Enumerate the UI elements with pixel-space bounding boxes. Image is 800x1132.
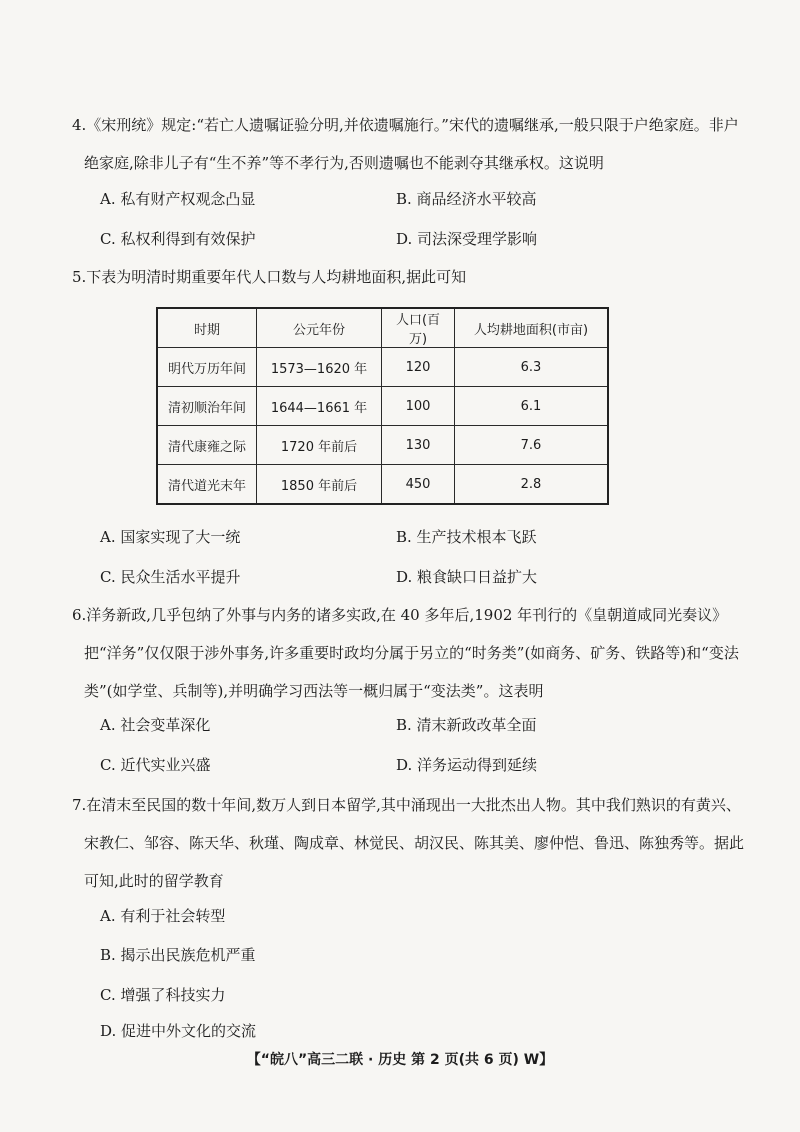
question-7 (72, 786, 744, 900)
table-row (157, 426, 608, 465)
population-table (156, 307, 609, 505)
table-header: 时期 (157, 308, 257, 348)
table-cell: 6.1 (455, 387, 609, 426)
table-cell: 450 (382, 465, 455, 505)
question-7-option-c[interactable]: C. 增强了科技实力 (100, 986, 226, 1004)
table-cell: 明代万历年间 (157, 348, 257, 387)
table-cell: 清初顺治年间 (157, 387, 257, 426)
question-6-option-d[interactable]: D. 洋务运动得到延续 (396, 756, 538, 774)
question-5-option-d[interactable]: D. 粮食缺口日益扩大 (396, 568, 538, 586)
table-row (157, 465, 608, 505)
question-4-option-d[interactable]: D. 司法深受理学影响 (396, 230, 538, 248)
table-cell: 120 (382, 348, 455, 387)
table-row (157, 387, 608, 426)
question-7-stem: 7.在清末至民国的数十年间,数万人到日本留学,其中涌现出一大批杰出人物。其中我们熟识的有黄兴、宋教仁、邹容、陈天华、秋瑾、陶成章、林觉民、胡汉民、陈其美、廖仲恺、鲁迅、陈独秀等。据此可知,此时的留学教育 (72, 796, 745, 890)
page-footer: 【“皖八”高三二联 · 历史 第 2 页(共 6 页) W】 (246, 1052, 554, 1068)
table-cell: 1573—1620 年 (257, 348, 382, 387)
table-cell: 1720 年前后 (257, 426, 382, 465)
question-4 (72, 106, 744, 182)
table-cell: 清代康雍之际 (157, 426, 257, 465)
table-cell: 7.6 (455, 426, 609, 465)
table-cell: 1850 年前后 (257, 465, 382, 505)
question-5 (72, 258, 744, 296)
question-6-option-c[interactable]: C. 近代实业兴盛 (100, 756, 211, 774)
table-cell: 130 (382, 426, 455, 465)
table-header: 人口(百万) (382, 308, 455, 348)
question-4-option-a[interactable]: A. 私有财产权观念凸显 (100, 190, 256, 208)
question-4-option-c[interactable]: C. 私权利得到有效保护 (100, 230, 256, 248)
table-header: 公元年份 (257, 308, 382, 348)
table-cell: 1644—1661 年 (257, 387, 382, 426)
question-6-option-b[interactable]: B. 清末新政改革全面 (396, 716, 537, 734)
question-6-option-a[interactable]: A. 社会变革深化 (100, 716, 211, 734)
question-5-option-c[interactable]: C. 民众生活水平提升 (100, 568, 241, 586)
question-6-stem: 6.洋务新政,几乎包纳了外事与内务的诸多实政,在 40 多年后,1902 年刊行的《皇朝道咸同光奏议》把“洋务”仅仅限于涉外事务,许多重要时政均分属于另立的“时务类”(如商务、矿务、铁路等)和“变法类”(如学堂、兵制等),并明确学习西法等一概归属于“变法类”。这表明 (72, 606, 739, 700)
table-cell: 100 (382, 387, 455, 426)
question-7-option-a[interactable]: A. 有利于社会转型 (100, 907, 226, 925)
question-7-option-b[interactable]: B. 揭示出民族危机严重 (100, 946, 256, 964)
question-5-option-a[interactable]: A. 国家实现了大一统 (100, 528, 241, 546)
table-row (157, 348, 608, 387)
table-header-row (157, 308, 608, 348)
question-7-option-d[interactable]: D. 促进中外文化的交流 (100, 1022, 257, 1040)
table-header: 人均耕地面积(市亩) (455, 308, 609, 348)
question-6 (72, 596, 744, 710)
table-cell: 清代道光末年 (157, 465, 257, 505)
question-5-stem: 5.下表为明清时期重要年代人口数与人均耕地面积,据此可知 (72, 268, 467, 286)
table-cell: 2.8 (455, 465, 609, 505)
question-4-option-b[interactable]: B. 商品经济水平较高 (396, 190, 537, 208)
question-4-stem: 4.《宋刑统》规定:“若亡人遗嘱证验分明,并依遗嘱施行。”宋代的遗嘱继承,一般只限于户绝家庭。非户绝家庭,除非儿子有“生不养”等不孝行为,否则遗嘱也不能剥夺其继承权。这说明 (72, 116, 739, 172)
table-cell: 6.3 (455, 348, 609, 387)
question-5-option-b[interactable]: B. 生产技术根本飞跃 (396, 528, 537, 546)
